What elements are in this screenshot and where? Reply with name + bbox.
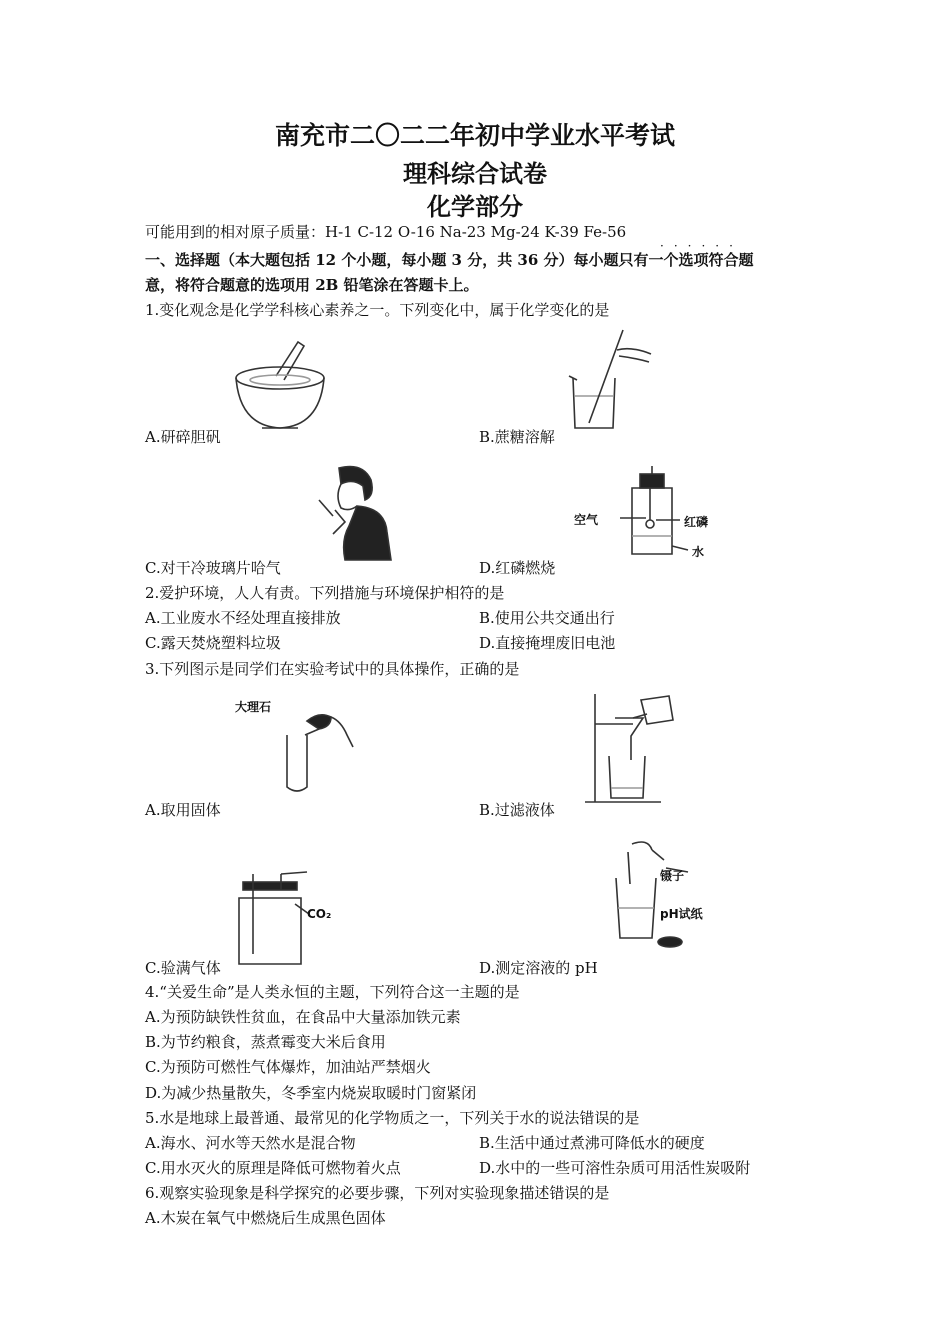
q4-stem: 4.“关爱生命”是人类永恒的主题，下列符合这一主题的是 xyxy=(145,983,520,1001)
q1-option-d: D.红磷燃烧 xyxy=(479,559,556,577)
air-label: 空气 xyxy=(574,513,599,527)
tweezers-label: 镊子 xyxy=(660,869,685,883)
q2-option-c: C.露天焚烧塑料垃圾 xyxy=(145,634,281,652)
marble-label: 大理石 xyxy=(235,700,272,714)
q4-option-a: A.为预防缺铁性贫血，在食品中大量添加铁元素 xyxy=(145,1008,461,1026)
mortar-pestle-figure xyxy=(232,336,332,436)
water-label: 水 xyxy=(692,545,705,559)
ph-measurement-figure xyxy=(608,838,718,958)
co2-label: CO₂ xyxy=(307,907,332,921)
q1-stem: 1.变化观念是化学学科核心素养之一。下列变化中，属于化学变化的是 xyxy=(145,301,610,319)
q4-option-d: D.为减少热量散失，冬季室内烧炭取暖时门窗紧闭 xyxy=(145,1084,477,1102)
q1-option-a: A.研碎胆矾 xyxy=(145,428,221,446)
q5-option-a: A.海水、河水等天然水是混合物 xyxy=(145,1134,356,1152)
q2-stem: 2.爱护环境，人人有责。下列措施与环境保护相符的是 xyxy=(145,584,505,602)
q5-stem: 5.水是地球上最普通、最常见的化学物质之一，下列关于水的说法错误的是 xyxy=(145,1109,640,1127)
red-phosphorus-label: 红磷 xyxy=(684,515,709,529)
q2-option-a: A.工业废水不经处理直接排放 xyxy=(145,609,341,627)
q5-option-b: B.生活中通过煮沸可降低水的硬度 xyxy=(479,1134,705,1152)
breath-on-glass-figure xyxy=(305,462,405,562)
exam-title: 南充市二〇二二年初中学业水平考试 xyxy=(274,121,675,150)
taking-solid-figure xyxy=(235,695,365,795)
emphasis-dots: ······ xyxy=(660,239,743,253)
q5-option-d: D.水中的一些可溶性杂质可用活性炭吸附 xyxy=(479,1159,751,1177)
gas-full-test-figure xyxy=(235,868,355,968)
q3-option-b: B.过滤液体 xyxy=(479,801,555,819)
sugar-dissolving-figure xyxy=(565,328,655,433)
q3-stem: 3.下列图示是同学们在实验考试中的具体操作，正确的是 xyxy=(145,660,520,678)
q2-option-b: B.使用公共交通出行 xyxy=(479,609,615,627)
q6-stem: 6.观察实验现象是科学探究的必要步骤，下列对实验现象描述错误的是 xyxy=(145,1184,610,1202)
q3-option-c: C.验满气体 xyxy=(145,959,221,977)
ph-paper-label: pH试纸 xyxy=(660,907,703,921)
section-title: 化学部分 xyxy=(427,193,523,221)
q4-option-c: C.为预防可燃性气体爆炸，加油站严禁烟火 xyxy=(145,1058,431,1076)
q6-option-a: A.木炭在氧气中燃烧后生成黑色固体 xyxy=(145,1209,386,1227)
q3-option-a: A.取用固体 xyxy=(145,801,221,819)
section1-instruction-line2: 意，将符合题意的选项用 2B 铅笔涂在答题卡上。 xyxy=(145,276,479,294)
filtering-liquid-figure xyxy=(585,690,695,810)
q5-option-c: C.用水灭火的原理是降低可燃物着火点 xyxy=(145,1159,401,1177)
q1-option-b: B.蔗糖溶解 xyxy=(479,428,555,446)
atomic-masses: 可能用到的相对原子质量：H-1 C-12 O-16 Na-23 Mg-24 K-39 Fe-56 xyxy=(145,223,627,241)
red-phosphorus-burning-figure xyxy=(570,462,730,567)
section1-instruction-line1: 一、选择题（本大题包括 12 个小题，每小题 3 分，共 36 分）每小题只有一个选项符合题 xyxy=(145,251,754,269)
q1-option-c: C.对干冷玻璃片哈气 xyxy=(145,559,281,577)
q2-option-d: D.直接掩埋废旧电池 xyxy=(479,634,616,652)
q4-option-b: B.为节约粮食，蒸煮霉变大米后食用 xyxy=(145,1033,386,1051)
q3-option-d: D.测定溶液的 pH xyxy=(479,959,598,977)
exam-subtitle: 理科综合试卷 xyxy=(403,160,547,188)
